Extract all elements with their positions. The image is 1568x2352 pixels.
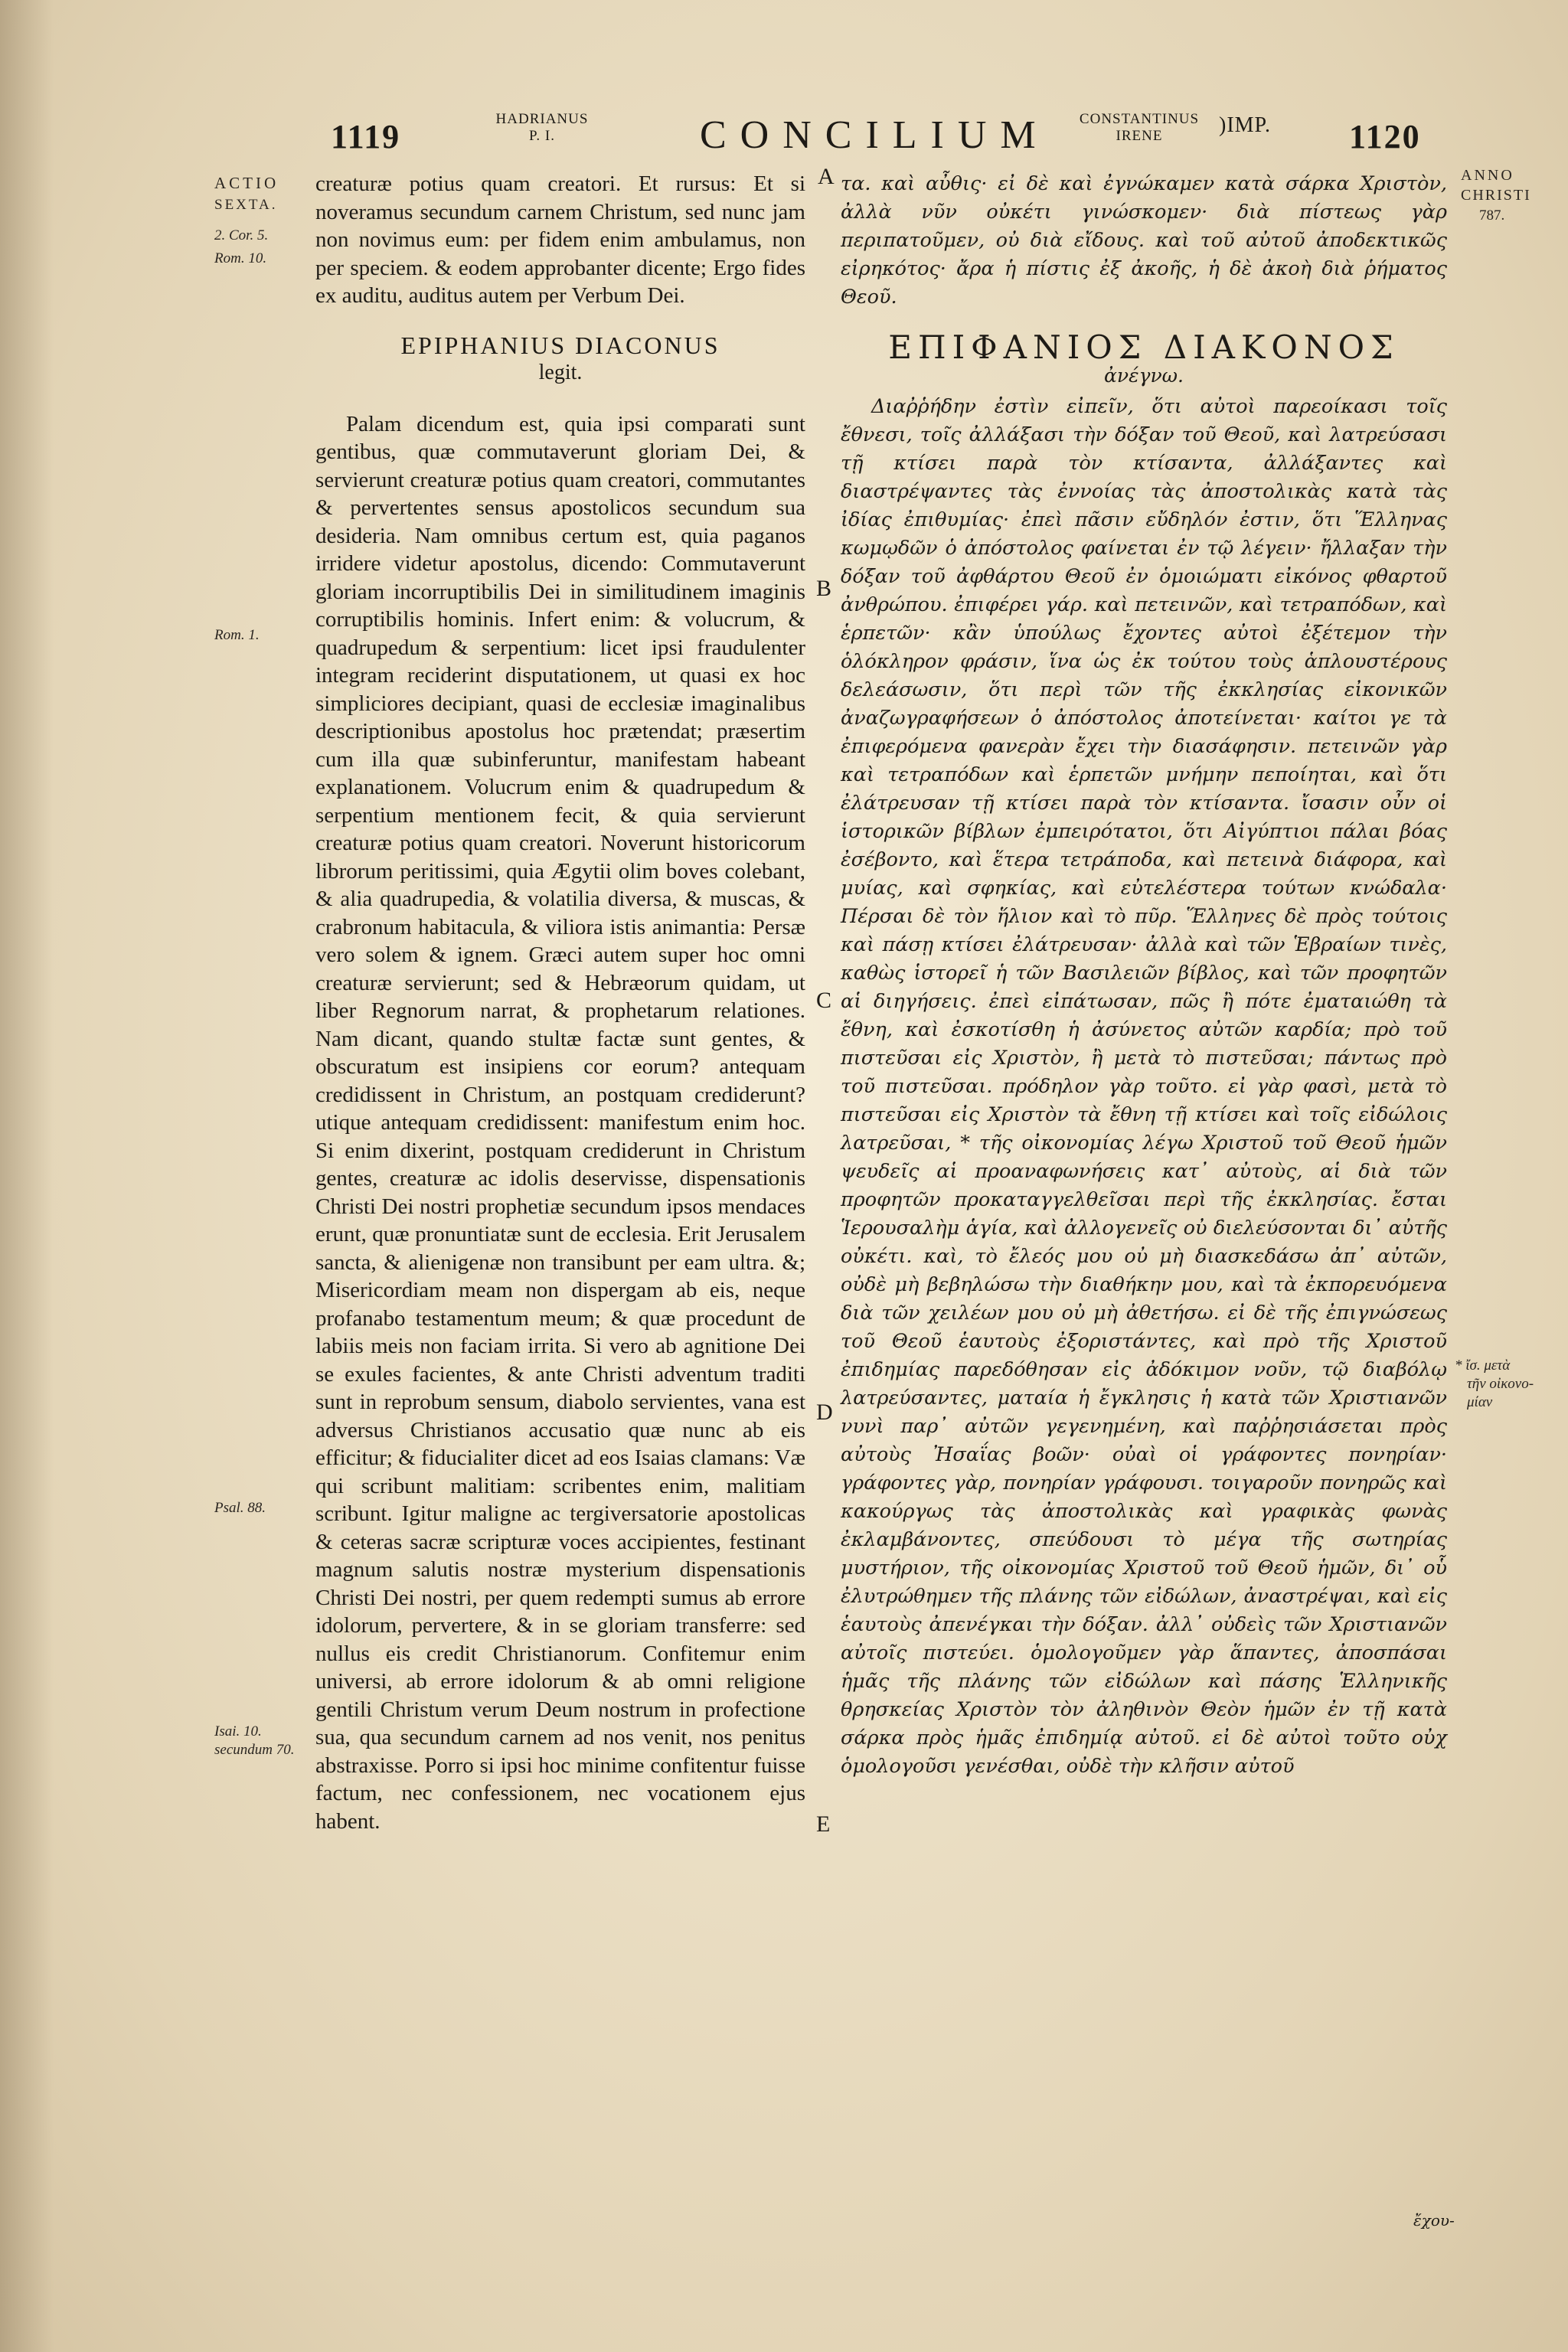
latin-intro: creaturæ potius quam creatori. Et rursus: Et si noveramus secundum carnem Christum, sed nunc jam non novimus eum: per fidem enim ambulamus, non per speciem. & eodem approbanter dicente; Ergo fides ex auditu, auditus autem per Verbum Dei. bbox=[315, 172, 805, 308]
header-imp: )IMP. bbox=[1219, 113, 1272, 137]
margin-actio: ACTIO bbox=[214, 174, 279, 192]
margin-year: 787. bbox=[1479, 207, 1505, 224]
margin-ref-rom10: Rom. 10. bbox=[214, 250, 267, 266]
section-marker-e: E bbox=[816, 1811, 831, 1837]
margin-ref-2cor: 2. Cor. 5. bbox=[214, 227, 269, 243]
margin-note-line2: τῆν οἰκονο- bbox=[1467, 1376, 1534, 1392]
greek-body: Διαῤῥήδην ἐστὶν εἰπεῖν, ὅτι αὐτοὶ παρεοίκασι τοῖς ἔθνεσι, τοῖς ἀλλάξασι τὴν δόξαν τοῦ Θεοῦ, καὶ λατρεύσασι τῇ κτίσει παρὰ τὸν κτίσαντα, ἀλλάξαντες καὶ διαστρέψαντες τὰς ἐννοίας τὰς ἀποστολικὰς κατὰ τὰς ἰδίας ἐπιθυμίας· ἐπεὶ πᾶσιν εὔδηλόν ἐστιν, ὅτι Ἕλληνας κωμῳδῶν ὁ ἀπόστολος φαίνεται ἐν τῷ λέγειν· ἤλλαξαν τὴν δόξαν τοῦ ἀφθάρτου Θεοῦ ἐν ὁμοιώματι εἰκόνος φθαρτοῦ ἀνθρώπου. ἐπιφέρει γάρ. καὶ πετεινῶν, καὶ τετραπόδων, καὶ ἑρπετῶν· κἂν ὑπούλως ἔχοντες αὐτοὶ ἐξέτεμον τὴν ὁλόκληρον φράσιν, ἵνα ὡς ἐκ τούτου τοὺς ἁπλουστέρους δελεάσωσιν, ὅτι περὶ τῶν τῆς ἐκκλησίας εἰκονικῶν ἀναζωγραφήσεων ὁ ἀπόστολος ἀποτείνεται· καίτοι γε τὰ ἐπιφερόμενα φανερὰν ἔχει τὴν διασάφησιν. πετεινῶν γὰρ καὶ τετραπόδων καὶ ἑρπετῶν μνήμην πεποίηται, καὶ ὅτι ἐλάτρευσαν τῇ κτίσει παρὰ τὸν κτίσαντα. ἴσασιν οὖν οἱ ἱστορικῶν βίβλων ἐμπειρότατοι, ὅτι Αἰγύπτιοι πάλαι βόας ἐσέβοντο, καὶ ἕτερα τετράποδα, καὶ πετεινὰ διάφορα, καὶ μυίας, καὶ σφηκίας, καὶ εὐτελέστερα τούτων κνώδαλα· Πέρσαι δὲ τὸν ἥλιον καὶ τὸ πῦρ. Ἕλληνες δὲ πρὸς τούτοις καὶ πάσῃ κτίσει ἐλάτρευσαν· ἀλλὰ καὶ τῶν Ἑβραίων τινὲς, καθὼς ἱστορεῖ ἡ τῶν Βασιλειῶν βίβλος, καὶ τῶν προφητῶν αἱ διηγήσεις. ἐπεὶ εἰπάτωσαν, πῶς ἢ πότε ἐματαιώθη τὰ ἔθνη, καὶ ἐσκοτίσθη ἡ ἀσύνετος αὐτῶν καρδία; πρὸ τοῦ πιστεῦσαι εἰς Χριστὸν, ἢ μετὰ τὸ πιστεῦσαι; πάντως πρὸ τοῦ πιστεῦσαι. πρόδηλον γὰρ τοῦτο. εἰ γὰρ φασὶ, μετὰ τὸ πιστεῦσαι εἰς Χριστὸν τὰ ἔθνη τῇ κτίσει καὶ τοῖς εἰδώλοις λατρεῦσαι, * τῆς οἰκονομίας λέγω Χριστοῦ τοῦ Θεοῦ ἡμῶν ψευδεῖς αἱ προαναφωνήσεις κατ᾽ αὐτοὺς, αἱ διὰ τῶν προφητῶν προκαταγγελθεῖσαι περὶ τῆς ἐκκλησίας. ἔσται Ἱερουσαλὴμ ἁγία, καὶ ἀλλογενεῖς οὐ διελεύσονται δι᾽ αὐτῆς οὐκέτι. καὶ, τὸ ἔλεός μου οὐ μὴ διασκεδάσω ἀπ᾽ αὐτῶν, οὐδὲ μὴ βεβηλώσω τὴν διαθήκην μου, καὶ τὰ ἐκπορευόμενα διὰ τῶν χειλέων μου οὐ μὴ ἀθετήσω. εἰ δὲ τῆς ἐπιγνώσεως τοῦ Θεοῦ ἑαυτοὺς ἐξοριστάντες, καὶ πρὸ τῆς Χριστοῦ ἐπιδημίας παρεδόθησαν εἰς ἀδόκιμον νοῦν, τῷ διαβόλῳ λατρεύσαντες, ματαία ἡ ἔγκλησις ἡ κατὰ τῶν Χριστιανῶν νυνὶ παρ᾽ αὐτῶν γεγενημένη, καὶ παῤῥησιάσεται πρὸς αὐτοὺς Ἠσαΐας βοῶν· οὐαὶ οἱ γράφοντες πονηρίαν· γράφοντες γὰρ, πονηρίαν γράφουσι. τοιγαροῦν πονηρῶς καὶ κακούργως τὰς ἀποστολικὰς καὶ γραφικὰς φωνὰς ἐκλαμβάνοντες, σπεύδουσι τὸ μέγα τῆς σωτηρίας μυστήριον, τῆς οἰκονομίας Χριστοῦ τοῦ Θεοῦ ἡμῶν, δι᾽ οὗ ἐλυτρώθημεν τῆς πλάνης τῶν εἰδώλων, ἀναστρέψαι, καὶ εἰς ἑαυτοὺς ἀπενέγκαι τὴν δόξαν. ἀλλ᾽ οὐδεὶς τῶν Χριστιανῶν αὐτοῖς πιστεύει. ὁμολογοῦμεν γὰρ ἅπαντες, ἀποσπάσαι ἡμᾶς τῆς πλάνης τῶν εἰδώλων καὶ πάσης Ἑλληνικῆς θρησκείας Χριστὸν τὸν ἀληθινὸν Θεὸν ἡμῶν ἐν τῇ κατὰ σάρκα πρὸς ἡμᾶς ἐπιδημίᾳ αὐτοῦ. εἰ δὲ αὐτοὶ τοῦτο οὐχ ὁμολογοῦσι γενέσθαι, οὐδὲ τὴν κλῆσιν αὐτοῦ bbox=[841, 395, 1447, 1778]
header-right-small bbox=[1070, 111, 1208, 145]
section-marker-a: A bbox=[818, 164, 835, 189]
section-marker-b: B bbox=[816, 576, 832, 601]
greek-column bbox=[841, 170, 1447, 1781]
header-left-small-bottom: P. I. bbox=[528, 128, 556, 144]
margin-ref-secundum: secundum 70. bbox=[214, 1742, 295, 1758]
greek-heading: ΕΠΙΦΑΝΙΟΣ ΔΙΑΚΟΝΟΣ bbox=[888, 328, 1400, 366]
page-title: CONCILIUM bbox=[700, 113, 1050, 157]
section-marker-c: C bbox=[816, 988, 832, 1013]
latin-body: Palam dicendum est, quia ipsi comparati sunt gentibus, quæ commutaverunt gloriam Dei, & servierunt creaturæ potius quam creatori, commutantes & pervertentes sensus apostolicos secundum sua desideria. Nam omnibus certum est, quia paganos irridere videtur apostolus, dicendo: Commutaverunt gloriam incorruptibilis Dei in similitudinem imaginis corruptibilis hominis. Infert enim: & volucrum, & quadrupedum & serpentium: licet ipsi fraudulenter integram reciderint disputationem, ut quasi ex hoc simpliciores decipiant, quasi de ecclesiæ imaginalibus descriptionibus apostolus hoc prætendat; præsertim cum illa quæ subinferuntur, manifestam habeant explanationem. Volucrum enim & quadrupedum & serpentium mentionem fecit, & quia servierunt creaturæ potius quam creatori. Noverunt historicorum librorum peritissimi, quia Ægytii olim boves colebant, & alia quadrupedia, & volatilia diversa, & muscas, & crabronum habitacula, & viliora istis animantia: Persæ vero solem & ignem. Græci autem super hoc omni creaturæ servierunt; sed & Hebræorum quidam, ut liber Regnorum narrat, & prophetarum relationes. Nam dicant, quando stultæ factæ sunt gentes, & obscuratum est insipiens cor eorum? antequam credidissent in Christum, an postquam crediderunt? utique antequam credidissent: manifestum enim hoc. Si enim dixerint, postquam crediderunt in Christum gentes, creaturæ ac idolis deservisse, dispensationis Christi Dei nostri prophetiæ secundum ipsos mendaces erunt, quæ pronuntiatæ sunt de ecclesia. Erit Jerusalem sancta, & alienigenæ non transibunt per eam ultra. &; Misericordiam meam non dispergam ab eis, neque profanabo testamentum meum; & quæ procedunt de labiis meis non faciam irrita. Si vero ab agnitione Dei se exules facientes, & ante Christi adventum traditi sunt in reprobum sensum, diabolo servientes, vana est adversus Christianos accusatio quæ nunc ab eis efficitur; & fiducialiter dicet ad eos Isaias clamans: Væ qui scribunt malitiam: scribentes enim, malitiam scribunt. Igitur maligne ac tergiversatorie apostolicas & ceteras sacræ scripturæ voces accipientes, festinant magnum salutis nostræ mysterium dispensationis Christi Dei nostri, per quem redempti sumus ab errore idolorum, pervertere, & in se gloriam transferre: sed nullus eis credit Christianorum. Confitemur enim universi, ab errore idolorum & ab omni religione gentili Christum verum Deum nostrum in profectione sua, qua secundum carnem ad nos venit, nos penitus abstraxisse. Porro si ipsi hoc minime confitentur fuisse factum, nec confessionem, nec vocationem ejus habent. bbox=[315, 411, 805, 1834]
gutter-shadow bbox=[0, 0, 54, 2352]
margin-note-line3: μίαν bbox=[1467, 1394, 1493, 1410]
margin-christi: CHRISTI bbox=[1461, 187, 1531, 204]
latin-heading: EPIPHANIUS DIACONUS bbox=[400, 331, 720, 359]
catchword: ἔχου- bbox=[1413, 2211, 1455, 2230]
margin-ref-rom1: Rom. 1. bbox=[214, 627, 260, 643]
header-left-small-top: HADRIANUS bbox=[495, 111, 589, 127]
margin-ref-psal88: Psal. 88. bbox=[214, 1500, 266, 1516]
margin-note-line1: * ἴσ. μετὰ bbox=[1455, 1357, 1511, 1374]
right-page-number: 1120 bbox=[1349, 118, 1421, 155]
header-left-small bbox=[488, 111, 596, 145]
greek-intro: τα. καὶ αὖθις· εἰ δὲ καὶ ἐγνώκαμεν κατὰ σάρκα Χριστὸν, ἀλλὰ νῦν οὐκέτι γινώσκομεν· διὰ πίστεως γὰρ περιπατοῦμεν, οὐ διὰ εἴδους. καὶ τοῦ αὐτοῦ ἀποδεκτικῶς εἰρηκότος· ἄρα ἡ πίστις ἐξ ἀκοῆς, ἡ δὲ ἀκοὴ διὰ ῥήματος Θεοῦ. bbox=[841, 172, 1447, 309]
greek-subheading: ἀνέγνω. bbox=[1104, 364, 1184, 387]
running-header bbox=[0, 111, 1568, 165]
left-page-number: 1119 bbox=[331, 118, 401, 155]
latin-column bbox=[315, 170, 805, 1835]
margin-ref-isai10: Isai. 10. bbox=[214, 1723, 262, 1740]
header-right-small-top: CONSTANTINUS bbox=[1079, 111, 1200, 127]
margin-anno: ANNO bbox=[1461, 167, 1514, 184]
margin-sexta: SEXTA. bbox=[214, 197, 278, 213]
latin-subheading: legit. bbox=[538, 361, 583, 384]
header-right-small-bottom: IRENE bbox=[1116, 128, 1163, 144]
section-marker-d: D bbox=[816, 1400, 833, 1425]
